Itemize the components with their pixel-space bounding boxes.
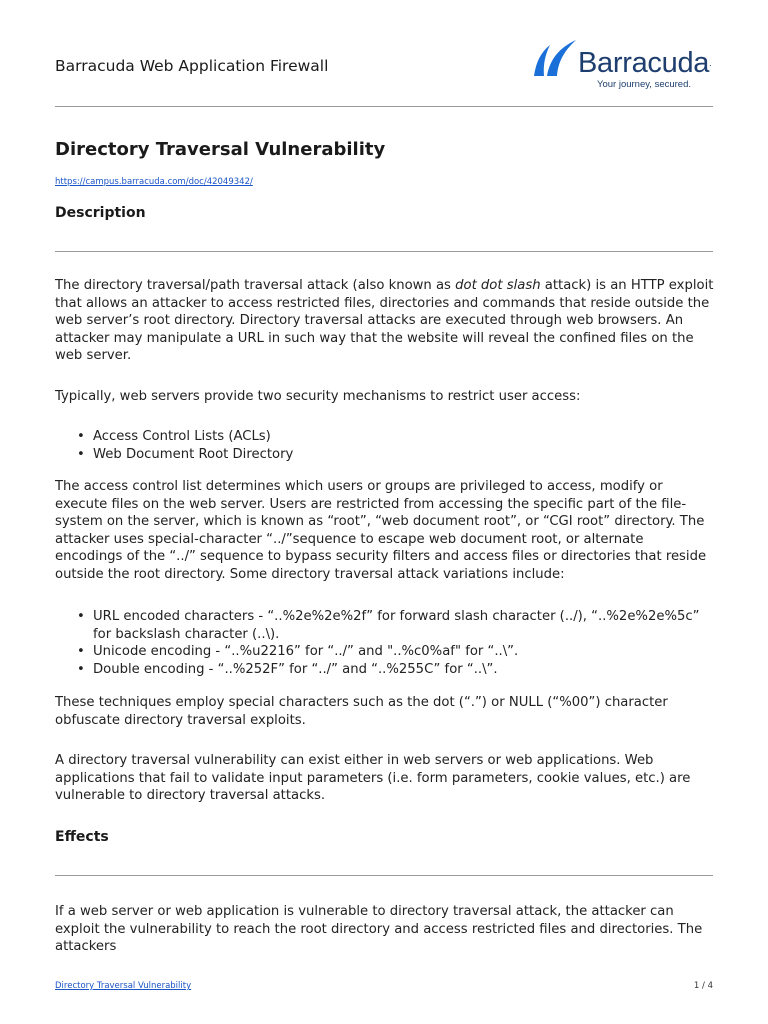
list-item: • Double encoding - “..%252F” for “../” and “..%255C” for “..\”. [77,661,498,677]
footer-doc-link[interactable]: Directory Traversal Vulnerability [55,981,192,991]
list-item: • Unicode encoding - “..%u2216” for “../” and "..%c0%af" for “..\”. [77,644,519,659]
logo-tagline: Your journey, secured. [597,79,692,90]
logo-wordmark: Barracuda. [578,47,712,79]
description-divider [55,251,713,252]
bullet-icon: • [77,446,85,462]
list-item: • URL encoded characters - “..%2e%2e%2f” for forward slash character (../), “..%2e%2e%5c” for backslash character (..\). [77,609,700,642]
effects-paragraph-1: If a web server or web application is vulnerable to directory traversal attack, the attacker can exploit the vulnerability to reach the root directory and access restricted files and directories. The attackers [55,904,703,954]
bullet-icon: • [77,609,85,624]
bullet-icon: • [77,644,85,659]
description-paragraph-1: The directory traversal/path traversal attack (also known as dot dot slash attack) is an HTTP exploit that allows an attacker to access restricted files, directories and commands that reside outside the web server’s root directory. Directory traversal attacks are executed through web browsers. An attacker may manipulate a URL in such way that the website will reveal the confined files on the web server. [55,278,714,363]
effects-heading: Effects [55,829,109,845]
page-title: Directory Traversal Vulnerability [55,139,386,160]
description-paragraph-4: These techniques employ special characters such as the dot (“.”) or NULL (“%00”) character obfuscate directory traversal exploits. [55,695,668,728]
list-item: • Access Control Lists (ACLs) [77,429,271,444]
list-item: • Web Document Root Directory [77,446,294,462]
barracuda-fin-icon [531,40,577,76]
description-paragraph-3: The access control list determines which users or groups are privileged to access, modify or execute files on the web server. Users are restricted from accessing the specific part of the file-system on the server, which is known as “root”, “web document root”, or “CGI root” directory. The attacker uses special-character “../”sequence to escape web document root, or alternate encodings of the “../” sequence to bypass security filters and access files or directories that reside outside the root directory. Some directory traversal attack variations include: [55,479,707,582]
header-divider [55,106,713,107]
bullet-icon: • [77,661,85,677]
doc-url-link[interactable]: https://campus.barracuda.com/doc/42049342/ [55,177,253,187]
security-mechanisms-list [55,428,715,463]
barracuda-logo [531,34,713,96]
page-number: 1 / 4 [693,981,713,991]
bullet-icon: • [77,429,85,444]
description-heading: Description [55,205,146,221]
attack-variations-list [55,608,715,678]
description-paragraph-5: A directory traversal vulnerability can exist either in web servers or web applications. Web applications that fail to validate input parameters (i.e. form parameters, cookie values, etc.) are vulnerable to directory traversal attacks. [55,753,691,803]
header-title: Barracuda Web Application Firewall [55,57,329,75]
effects-divider [55,875,713,876]
description-paragraph-2: Typically, web servers provide two security mechanisms to restrict user access: [55,389,581,404]
